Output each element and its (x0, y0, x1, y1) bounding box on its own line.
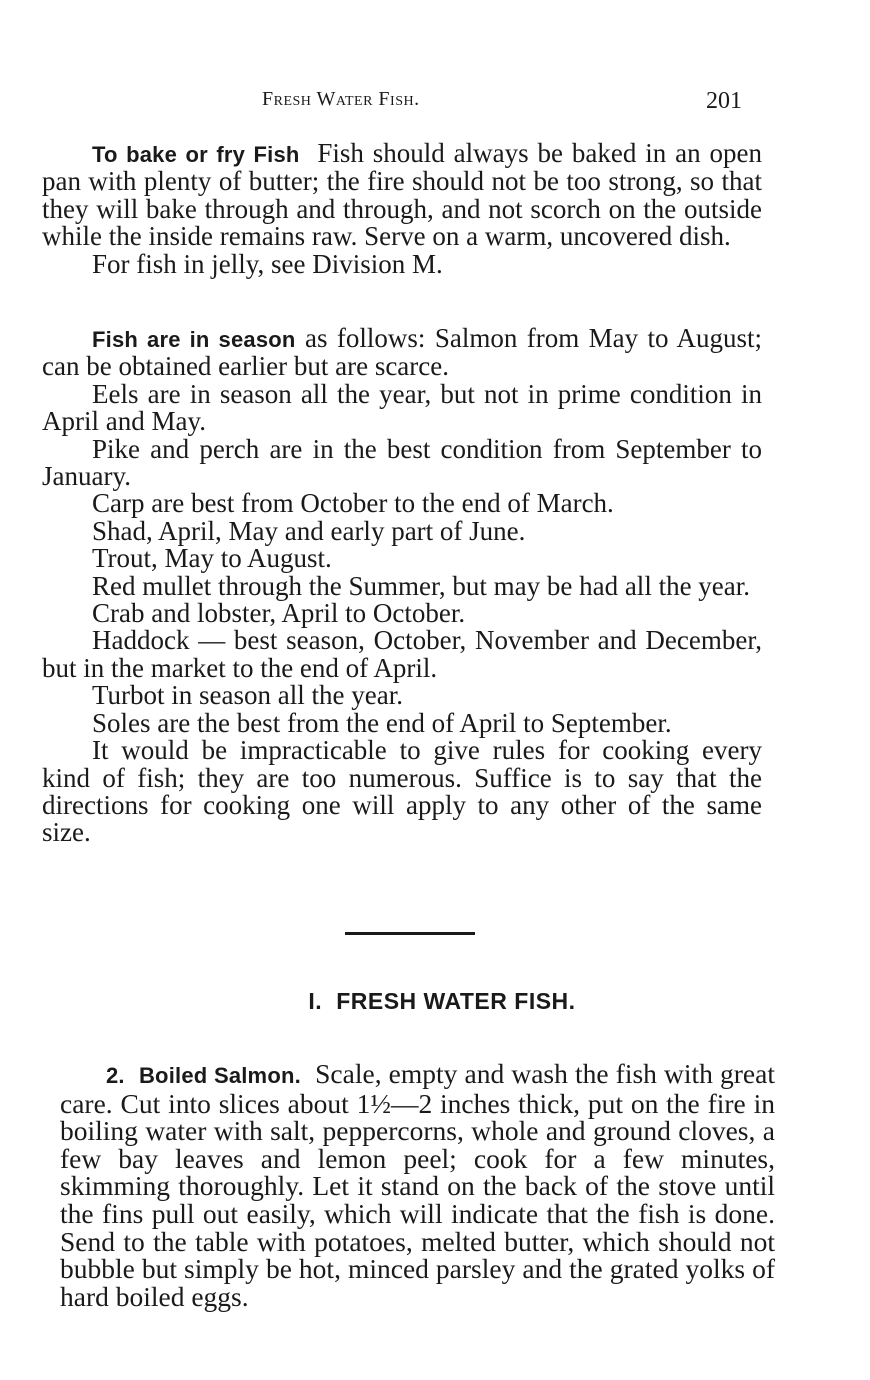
bake-fry-heading: To bake or fry Fish (92, 142, 300, 167)
season-heading: Fish are in season (92, 327, 296, 352)
season-line: Trout, May to August. (92, 543, 332, 574)
recipe-text: Scale, empty and wash the fish with great care. Cut into slices about 1½—2 inches thick, put on the fire in boiling water with salt, peppercorns, whole and ground cloves, a few bay leaves and lemon peel; cook for a few minutes, skimming thoroughly. Let it stand on the back of the stove until the fins pull out easily, which will indicate that the fish is done. Send to the table with potatoes, melted butter, which should not bubble but simply be hot, minced parsley and the grated yolks of hard boiled eggs. (60, 1058, 775, 1312)
season-line: Red mullet through the Summer, but may be had all the year. (92, 570, 751, 601)
recipe-title: Boiled Salmon. (138, 1063, 301, 1088)
page-header (0, 88, 870, 122)
bake-fry-section (42, 140, 762, 278)
season-paragraph (42, 325, 762, 381)
season-line: Crab and lobster, April to October. (92, 598, 466, 629)
section-divider (345, 932, 475, 935)
section-heading (0, 988, 870, 1015)
bake-fry-paragraph (42, 140, 762, 251)
recipe-paragraph (60, 1060, 775, 1310)
season-line: Eels are in season all the year, but not in prime condition in April and May. (42, 378, 762, 437)
season-line: Carp are best from October to the end of March. (92, 488, 614, 519)
page-number: 201 (706, 88, 742, 114)
bake-fry-text: Fish should always be baked in an open pan with plenty of butter; the fire should not be too strong, so that they will bake through and through, and not scorch on the outside while the inside remains raw. Serve on a warm, uncovered dish. (42, 138, 762, 252)
jelly-note: For fish in jelly, see Division M. (92, 248, 443, 279)
season-line: Turbot in season all the year. (92, 680, 403, 711)
section-title: FRESH WATER FISH. (336, 988, 576, 1014)
running-title: Fresh Water Fish. (262, 88, 420, 110)
season-line: Haddock — best season, October, November and December, but in the market to the end of April. (42, 625, 762, 683)
recipe-number: 2. (106, 1063, 125, 1088)
season-line: Soles are the best from the end of April to September. (92, 707, 672, 738)
season-closing-paragraph: It would be impracticable to give rules for cooking every kind of fish; they are too numerous. Suffice is to say that the directions for cooking one will apply to any other of the same size. (42, 735, 762, 848)
season-line: Shad, April, May and early part of June. (92, 515, 526, 546)
section-numeral: I. (308, 988, 323, 1014)
season-section (42, 325, 762, 847)
season-line: as follows: Salmon from May to August; can be obtained earlier but are scarce. (42, 323, 762, 382)
recipe-boiled-salmon (60, 1060, 775, 1310)
season-line: Pike and perch are in the best condition from September to January. (42, 433, 762, 492)
